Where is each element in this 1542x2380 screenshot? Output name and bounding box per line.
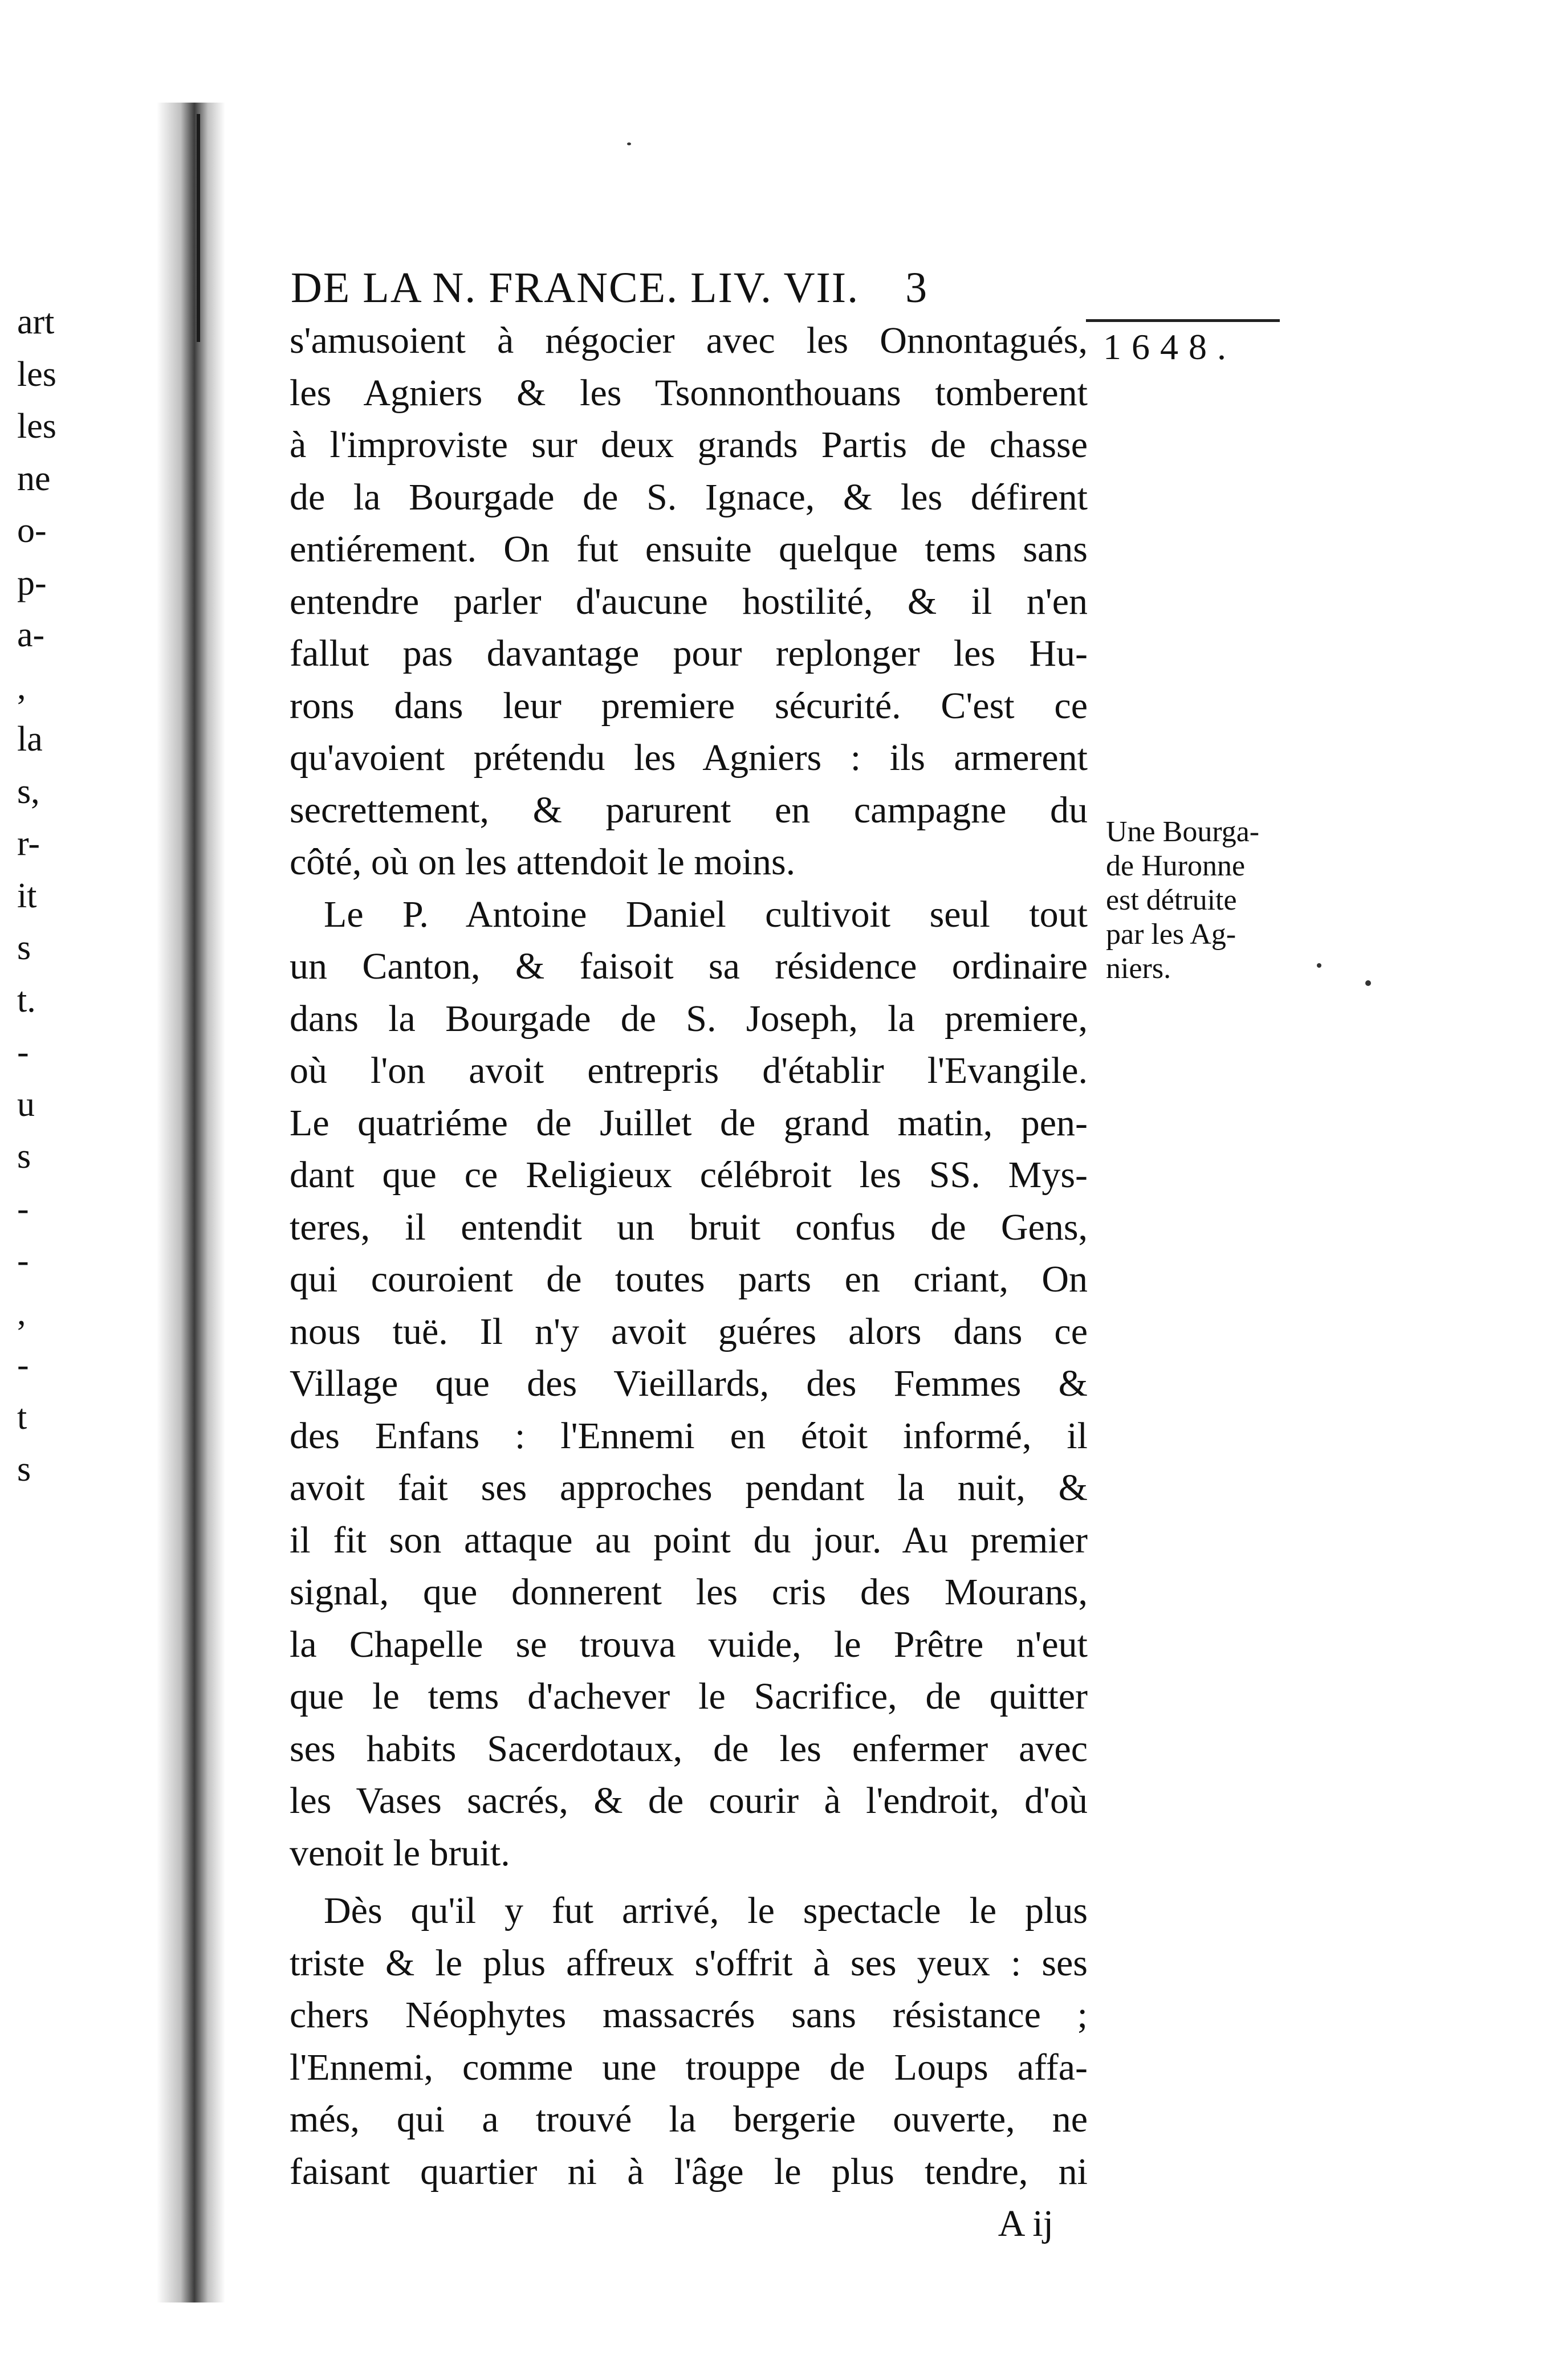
- text-line: rons dans leur premiere sécurité. C'est ce: [290, 684, 1088, 727]
- margin-year: 1648.: [1103, 327, 1236, 367]
- text-line: Le P. Antoine Daniel cultivoit seul tout: [324, 893, 1088, 935]
- fragment-line: la: [17, 720, 43, 759]
- text-line: dant que ce Religieux célébroit les SS. Mys-: [290, 1154, 1088, 1196]
- text-line: Dès qu'il y fut arrivé, le spectacle le plus: [324, 1890, 1088, 1931]
- margin-note-line: de Huronne: [1106, 850, 1246, 882]
- text-line: avoit fait ses approches pendant la nuit, &: [290, 1467, 1088, 1509]
- fragment-line: ,: [17, 1293, 26, 1332]
- margin-note-line: est détruite: [1106, 884, 1237, 916]
- fragment-line: o-: [17, 511, 47, 550]
- fragment-line: -: [17, 1241, 29, 1280]
- text-line: où l'on avoit entrepris d'établir l'Evangile.: [290, 1050, 1088, 1091]
- text-line: fallut pas davantage pour replonger les Hu-: [290, 633, 1088, 674]
- text-line: côté, où on les attendoit le moins.: [290, 841, 796, 883]
- text-line: entiérement. On fut ensuite quelque tems sans: [290, 528, 1088, 570]
- fragment-line: s,: [17, 772, 40, 811]
- text-line: les Vases sacrés, & de courir à l'endroit, d'où: [290, 1780, 1088, 1821]
- text-line: un Canton, & faisoit sa résidence ordinaire: [290, 946, 1088, 987]
- text-line: Le quatriéme de Juillet de grand matin, pen-: [290, 1102, 1088, 1144]
- fragment-line: r-: [17, 824, 40, 863]
- fragment-line: ne: [17, 459, 51, 498]
- text-line: nous tuë. Il n'y avoit guéres alors dans ce: [290, 1310, 1088, 1352]
- margin-note: [1106, 815, 1294, 986]
- text-line: faisant quartier ni à l'âge le plus tendre, ni: [290, 2150, 1088, 2192]
- text-line: dans la Bourgade de S. Joseph, la premiere,: [290, 997, 1088, 1040]
- fragment-line: s: [17, 1450, 31, 1489]
- fragment-line: t: [17, 1397, 27, 1437]
- text-line: secrettement, & parurent en campagne du: [290, 789, 1088, 831]
- fragment-line: art: [17, 303, 55, 341]
- fragment-line: ,: [17, 667, 26, 707]
- text-line: que le tems d'achever le Sacrifice, de quitter: [290, 1676, 1088, 1717]
- fragment-line: s: [17, 1137, 31, 1176]
- text-line: l'Ennemi, comme une trouppe de Loups affa-: [290, 2046, 1088, 2088]
- fragment-line: -: [17, 1346, 29, 1384]
- ink-speck: [1317, 963, 1321, 968]
- text-line: de la Bourgade de S. Ignace, & les défirent: [290, 476, 1088, 518]
- text-line: chers Néophytes massacrés sans résistance ;: [290, 1994, 1088, 2036]
- text-line: Village que des Vieillards, des Femmes &: [290, 1363, 1088, 1404]
- fragment-line: it: [17, 876, 37, 915]
- text-line: la Chapelle se trouva vuide, le Prêtre n'eut: [290, 1623, 1088, 1665]
- text-line: entendre parler d'aucune hostilité, & il n'en: [290, 580, 1088, 622]
- binding-edge: [197, 114, 200, 342]
- text-line: à l'improviste sur deux grands Partis de chasse: [290, 424, 1088, 466]
- fragment-line: les: [17, 354, 56, 394]
- text-line: venoit le bruit.: [290, 1832, 510, 1874]
- ink-speck: [627, 142, 631, 145]
- text-line: teres, il entendit un bruit confus de Gens,: [290, 1206, 1088, 1248]
- running-title: DE LA N. FRANCE. LIV. VII.: [291, 264, 860, 312]
- fragment-line: t.: [17, 980, 36, 1020]
- text-line: qui couroient de toutes parts en criant, On: [290, 1258, 1088, 1300]
- fragment-line: -: [17, 1033, 29, 1071]
- fragment-line: p-: [17, 563, 47, 602]
- ink-speck: [1365, 980, 1371, 986]
- binding-fold: [157, 103, 225, 2302]
- left-page-fragment: [17, 296, 108, 1496]
- text-line: les Agniers & les Tsonnonthouans tomberent: [290, 372, 1088, 414]
- fragment-line: a-: [17, 616, 45, 654]
- margin-note-line: Une Bourga-: [1106, 816, 1260, 848]
- text-line: des Enfans : l'Ennemi en étoit informé, il: [290, 1415, 1088, 1457]
- fragment-line: u: [17, 1085, 35, 1124]
- text-line: ses habits Sacerdotaux, de les enfermer avec: [290, 1727, 1088, 1770]
- text-line: qu'avoient prétendu les Agniers : ils armerent: [290, 737, 1088, 779]
- catchword: A ij: [998, 2203, 1053, 2244]
- header-rule: [1086, 319, 1280, 322]
- page-number: 3: [905, 264, 929, 312]
- text-line: triste & le plus affreux s'offrit à ses yeux : ses: [290, 1942, 1088, 1984]
- text-line: s'amusoient à négocier avec les Onnontagués,: [290, 320, 1088, 361]
- text-line: signal, que donnerent les cris des Mourans,: [290, 1571, 1088, 1613]
- fragment-line: -: [17, 1189, 29, 1228]
- fragment-line: les: [17, 407, 56, 446]
- text-line: il fit son attaque au point du jour. Au premier: [290, 1519, 1088, 1561]
- text-line: més, qui a trouvé la bergerie ouverte, ne: [290, 2098, 1088, 2140]
- running-header: [291, 263, 1146, 313]
- main-text-block: [290, 315, 1088, 2250]
- margin-note-line: niers.: [1106, 952, 1171, 985]
- fragment-line: s: [17, 928, 31, 967]
- margin-note-line: par les Ag-: [1106, 918, 1236, 951]
